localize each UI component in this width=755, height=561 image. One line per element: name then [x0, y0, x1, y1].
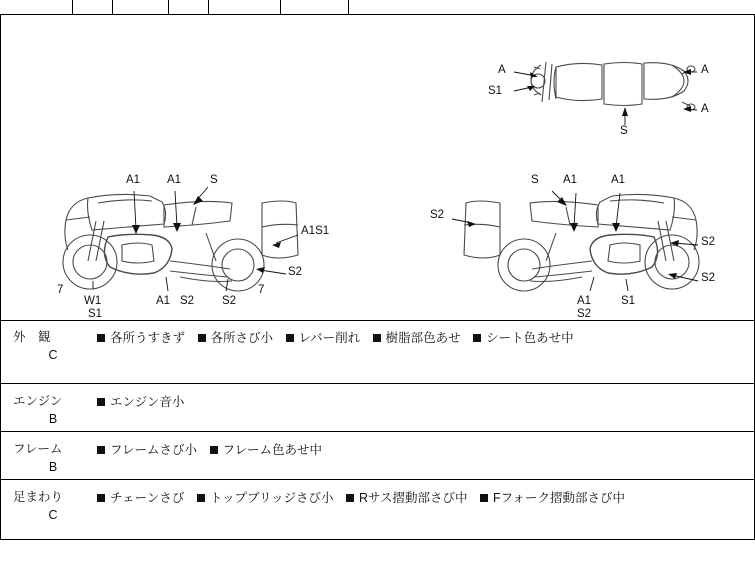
diagram-label-s2: S2: [180, 295, 195, 307]
diagram-label-a: A: [701, 103, 709, 115]
table-divider: [168, 0, 169, 14]
square-bullet-icon: [286, 334, 294, 342]
diagram-label-a1: A1: [577, 295, 592, 307]
diagram-label-a1s1: A1S1: [301, 225, 330, 237]
condition-item: [373, 329, 461, 348]
top-view-motorcycle-art: [514, 62, 697, 125]
square-bullet-icon: [480, 494, 488, 502]
table-divider: [208, 0, 209, 14]
condition-item: [210, 441, 323, 460]
condition-item-label: トップブリッジさび小: [209, 491, 334, 505]
condition-item: [97, 393, 184, 412]
condition-row-appearance: [0, 320, 755, 384]
condition-items: [97, 441, 744, 460]
category-grade: B: [48, 412, 58, 427]
square-bullet-icon: [97, 398, 105, 406]
condition-item-label: シート色あせ中: [486, 331, 574, 345]
diagram-label-s1: S1: [488, 85, 503, 97]
diagram-label-s2: S2: [701, 272, 716, 284]
category-grade: C: [48, 348, 58, 363]
condition-items: [97, 489, 744, 508]
condition-row-suspension: [0, 480, 755, 540]
table-divider: [348, 0, 349, 14]
right-side-view-motorcycle-art: [452, 191, 699, 291]
condition-item: [286, 329, 361, 348]
diagram-label-s2: S2: [430, 209, 445, 221]
diagram-label-w1: W1: [84, 295, 102, 307]
diagram-label-a1: A1: [126, 174, 141, 186]
condition-item: [198, 329, 274, 348]
condition-items: [97, 329, 744, 348]
top-table-strip: [0, 0, 755, 15]
condition-item-label: 各所うすきず: [110, 331, 186, 345]
square-bullet-icon: [97, 494, 105, 502]
condition-item-label: チェーンさび: [110, 491, 185, 505]
diagram-label-a: A: [498, 64, 506, 76]
condition-category: [13, 392, 89, 428]
diagram-label-s2: S2: [701, 236, 716, 248]
category-label: フレーム: [13, 442, 63, 456]
condition-item: [97, 441, 197, 460]
condition-item: [346, 489, 468, 508]
diagram-label-7: 7: [57, 284, 64, 296]
condition-item: [97, 329, 185, 348]
condition-item-label: 各所さび小: [210, 331, 274, 345]
diagram-label-7: 7: [258, 284, 265, 296]
square-bullet-icon: [97, 334, 105, 342]
diagram-label-s: S: [210, 174, 218, 186]
condition-item-label: Rサス摺動部さび中: [359, 491, 468, 505]
condition-item: [197, 489, 334, 508]
diagram-label-a1: A1: [563, 174, 578, 186]
diagram-label-s1: S1: [621, 295, 636, 307]
condition-item: [480, 489, 625, 508]
condition-items: [97, 393, 744, 412]
table-divider: [112, 0, 113, 14]
condition-category: [13, 488, 89, 524]
condition-item-label: フレーム色あせ中: [222, 443, 323, 457]
condition-item-label: Fフォーク摺動部さび中: [493, 491, 626, 505]
square-bullet-icon: [210, 446, 218, 454]
condition-category: [13, 440, 89, 476]
square-bullet-icon: [198, 334, 206, 342]
diagram-label-s2: S2: [222, 295, 237, 307]
square-bullet-icon: [197, 494, 205, 502]
category-grade: B: [48, 460, 58, 475]
diagram-label-a1: A1: [156, 295, 171, 307]
diagram-label-s: S: [531, 174, 539, 186]
condition-item-label: レバー削れ: [298, 331, 361, 345]
square-bullet-icon: [97, 446, 105, 454]
category-label: 外 観: [13, 330, 51, 344]
table-divider: [280, 0, 281, 14]
diagram-label-s2: S2: [577, 308, 592, 320]
left-side-view-motorcycle-art: [63, 187, 298, 291]
damage-diagram-panel: [0, 15, 755, 321]
condition-item: [473, 329, 574, 348]
condition-item-label: 樹脂部色あせ: [385, 331, 461, 345]
diagram-label-s2: S2: [288, 266, 303, 278]
square-bullet-icon: [373, 334, 381, 342]
diagram-label-s1: S1: [88, 308, 103, 320]
condition-item: [97, 489, 184, 508]
table-divider: [72, 0, 73, 14]
category-grade: C: [48, 508, 58, 523]
diagram-label-a: A: [701, 64, 709, 76]
category-label: エンジン: [13, 394, 63, 408]
condition-category: [13, 328, 89, 364]
category-label: 足まわり: [13, 490, 64, 504]
condition-rows: [0, 320, 755, 540]
diagram-label-a1: A1: [611, 174, 626, 186]
condition-item-label: フレームさび小: [110, 443, 198, 457]
condition-item-label: エンジン音小: [110, 395, 185, 409]
condition-row-engine: [0, 384, 755, 432]
square-bullet-icon: [346, 494, 354, 502]
condition-row-frame: [0, 432, 755, 480]
diagram-label-a1: A1: [167, 174, 182, 186]
square-bullet-icon: [473, 334, 481, 342]
diagram-label-s: S: [620, 125, 628, 137]
motorcycle-diagrams: [0, 15, 755, 320]
